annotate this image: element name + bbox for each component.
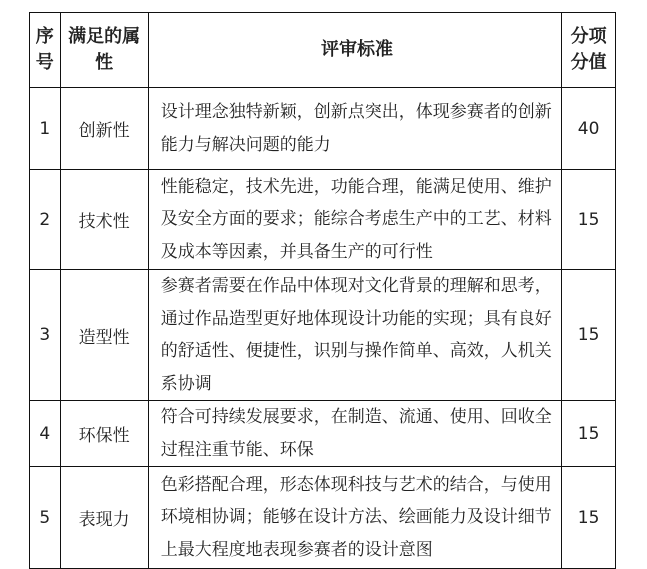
header-attribute: 满足的属性 xyxy=(60,13,148,88)
row-criteria: 符合可持续发展要求，在制造、流通、使用、回收全过程注重节能、环保 xyxy=(148,401,562,467)
row-attribute: 技术性 xyxy=(60,170,148,270)
row-criteria: 设计理念独特新颖，创新点突出，体现参赛者的创新能力与解决问题的能力 xyxy=(148,88,562,170)
row-attribute: 造型性 xyxy=(60,270,148,401)
row-score: 15 xyxy=(562,401,616,467)
row-score: 15 xyxy=(562,270,616,401)
table-row xyxy=(30,467,616,569)
row-criteria: 色彩搭配合理，形态体现科技与艺术的结合，与使用环境相协调；能够在设计方法、绘画能力及设计细节上最大程度地表现参赛者的设计意图 xyxy=(148,467,562,569)
table-row xyxy=(30,401,616,467)
row-attribute: 环保性 xyxy=(60,401,148,467)
table-row xyxy=(30,88,616,170)
row-score: 15 xyxy=(562,170,616,270)
row-attribute: 创新性 xyxy=(60,88,148,170)
row-no: 5 xyxy=(30,467,61,569)
row-score: 40 xyxy=(562,88,616,170)
table-row xyxy=(30,270,616,401)
header-no: 序号 xyxy=(30,13,61,88)
row-criteria: 参赛者需要在作品中体现对文化背景的理解和思考，通过作品造型更好地体现设计功能的实现；具有良好的舒适性、便捷性，识别与操作简单、高效，人机关系协调 xyxy=(148,270,562,401)
evaluation-criteria-table xyxy=(29,12,616,569)
header-score: 分项分值 xyxy=(562,13,616,88)
row-criteria: 性能稳定，技术先进，功能合理，能满足使用、维护及安全方面的要求；能综合考虑生产中的工艺、材料及成本等因素，并具备生产的可行性 xyxy=(148,170,562,270)
header-criteria: 评审标准 xyxy=(148,13,562,88)
row-score: 15 xyxy=(562,467,616,569)
row-attribute: 表现力 xyxy=(60,467,148,569)
row-no: 3 xyxy=(30,270,61,401)
table-row xyxy=(30,170,616,270)
table-header-row xyxy=(30,13,616,88)
row-no: 4 xyxy=(30,401,61,467)
row-no: 1 xyxy=(30,88,61,170)
row-no: 2 xyxy=(30,170,61,270)
